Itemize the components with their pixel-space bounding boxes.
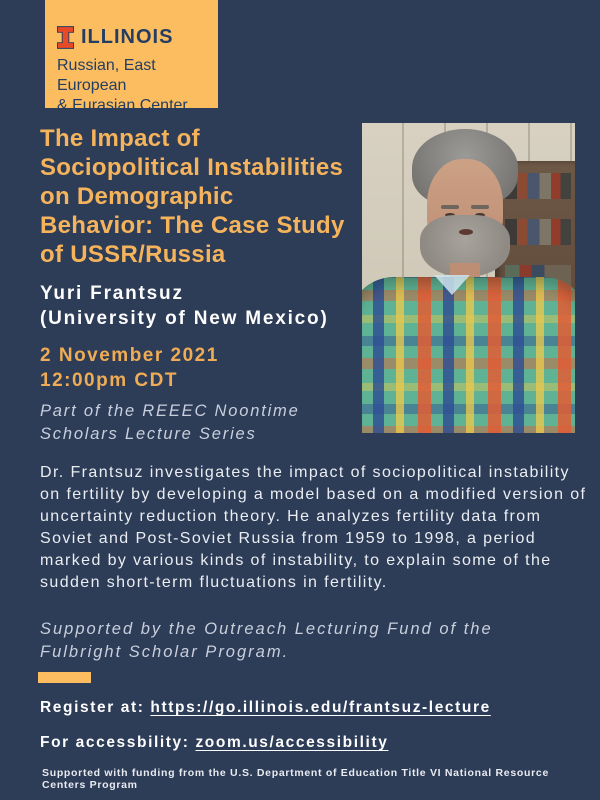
title-line: The Impact of: [40, 125, 200, 152]
photo-plaid-shirt: [362, 277, 575, 433]
speaker-name: Yuri Frantsuz: [40, 283, 184, 304]
register-label: Register at:: [40, 699, 145, 716]
event-date: 2 November 2021: [40, 345, 219, 366]
illinois-block-i-icon: [57, 26, 74, 49]
speaker-affiliation: (University of New Mexico): [40, 308, 329, 329]
footer-funding-credit: Supported with funding from the U.S. Department of Education Title VI National Resource Centers Program: [42, 767, 549, 791]
funding-note: Supported by the Outreach Lecturing Fund of the Fulbright Scholar Program.: [40, 620, 493, 661]
center-name-line2: & Eurasian Center: [57, 97, 188, 114]
speaker-photo: [362, 123, 575, 433]
series-line1: Part of the REEEC Noontime: [40, 402, 300, 420]
register-line: [40, 699, 491, 717]
accessibility-line: [40, 734, 388, 752]
illinois-brand-row: [57, 26, 218, 49]
center-name-line1: Russian, East European: [57, 57, 156, 94]
title-line: Behavior: The Case Study: [40, 212, 345, 239]
reeec-header-box: [45, 0, 218, 114]
photo-eyebrow: [471, 205, 489, 209]
series-line2: Scholars Lecture Series: [40, 425, 257, 443]
illinois-wordmark: ILLINOIS: [81, 26, 174, 48]
accessibility-link[interactable]: zoom.us/accessibility: [195, 734, 389, 751]
event-time: 12:00pm CDT: [40, 370, 178, 391]
accent-bar: [38, 672, 91, 683]
event-datetime: [40, 343, 219, 393]
lecture-title: [40, 124, 370, 269]
photo-eyebrow: [441, 205, 459, 209]
title-line: of USSR/Russia: [40, 241, 226, 268]
register-link[interactable]: https://go.illinois.edu/frantsuz-lecture: [150, 699, 491, 716]
photo-mouth: [459, 229, 473, 235]
photo-subject: [362, 123, 575, 433]
title-line: Sociopolitical Instabilities: [40, 154, 344, 181]
center-name: [57, 56, 218, 116]
lecture-series-note: [40, 400, 300, 446]
lecture-description: Dr. Frantsuz investigates the impact of sociopolitical instability on fertility by developing a model based on a modified version of uncertainty reduction theory. He analyzes fertility data from Soviet and Post-Soviet Russia from 1959 to 1998, a period marked by various kinds of instability, to explain some of the sudden short-term fluctuations in fertility.: [40, 464, 587, 591]
title-line: on Demographic: [40, 183, 234, 210]
accessibility-label: For accessbility:: [40, 734, 190, 751]
speaker-block: [40, 281, 329, 331]
photo-collar: [434, 275, 470, 295]
